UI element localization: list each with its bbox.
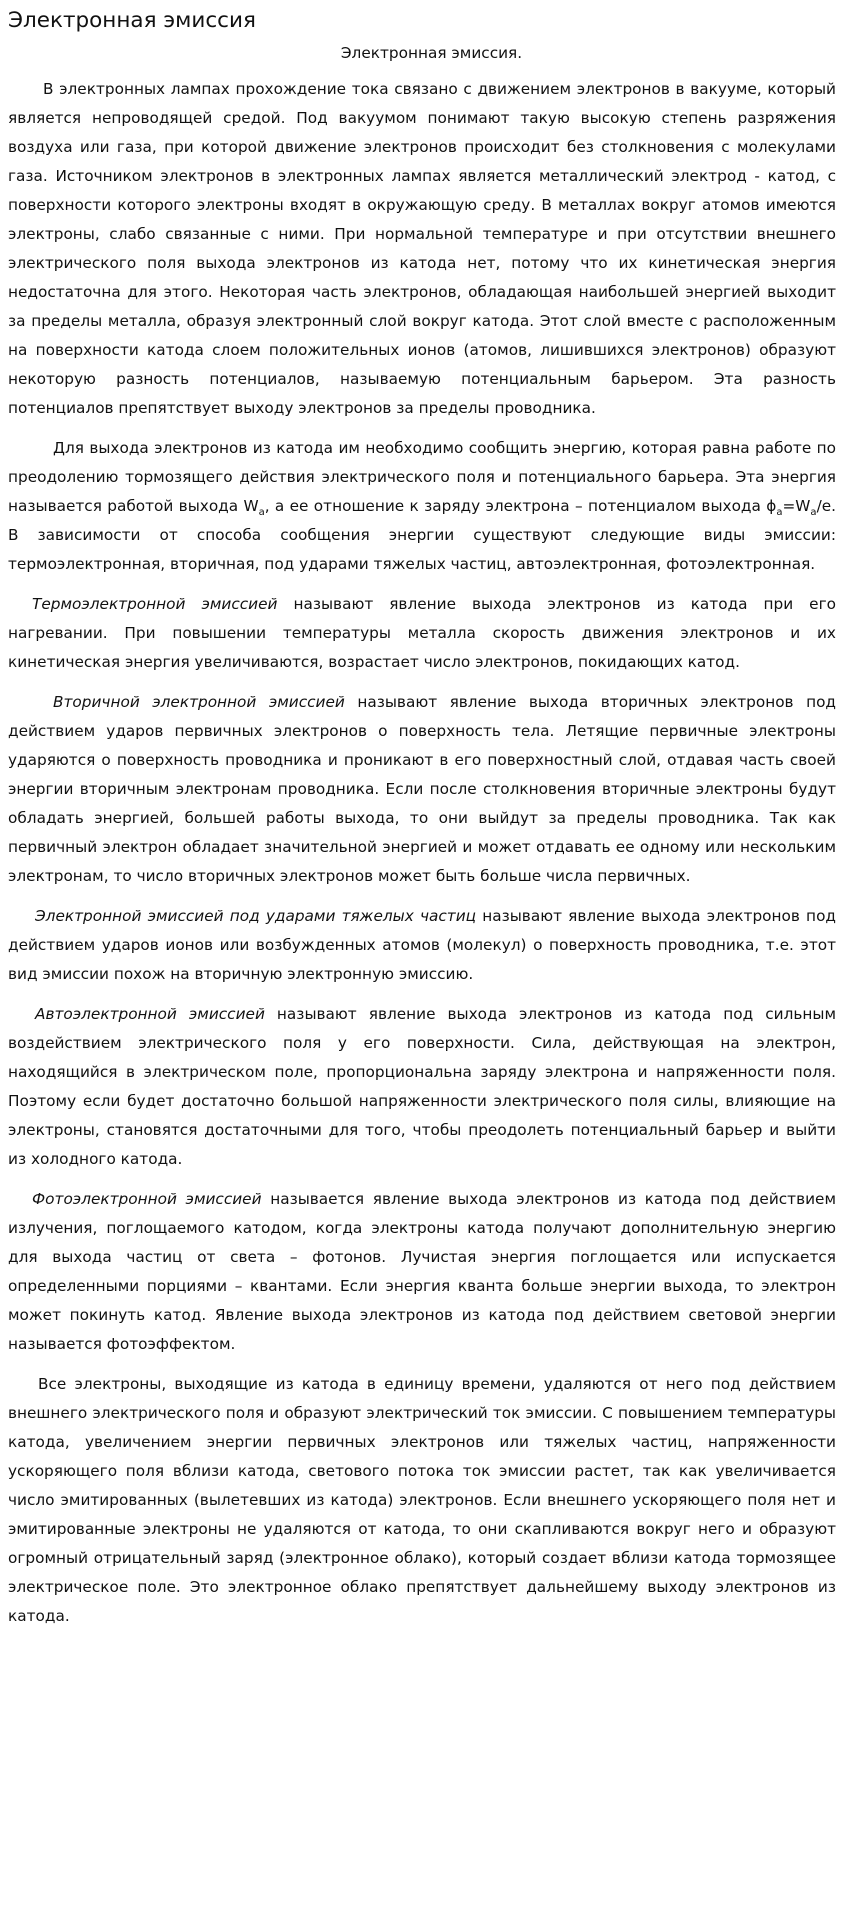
paragraph-field-emission [8,1000,836,1174]
work-function-text-a: Для выхода электронов из катода им необходимо сообщить энергию, которая равна работе по преодолению тормозящего действия электрического поля и потенциального барьера. Эта энергия называется работой выхода W [8,439,836,515]
term-secondary: Вторичной электронной эмиссией [53,693,345,711]
paragraph-emission-current [8,1370,836,1631]
paragraph-work-function [8,434,836,579]
work-function-text-b: , а ее отношение к заряду электрона – потенциалом выхода ϕ [264,497,777,515]
work-function-text-c: =W [782,497,811,515]
paragraph-intro-text: В электронных лампах прохождение тока связано с движением электронов в вакууме, который является непроводящей средой. Под вакуумом понимают такую высокую степень разряжения воздуха или газа, при которой движение электронов происходит без столкновения с молекулами газа. Источником электронов в электронных лампах является металлический электрод - катод, с поверхности которого электроны входят в окружающую среду. В металлах вокруг атомов имеются электроны, слабо связанные с ними. При нормальной температуре и при отсутствии внешнего электрического поля выхода электронов из катода нет, потому что их кинетическая энергия недостаточна для этого. Некоторая часть электронов, обладающая наибольшей энергией выходит за пределы металла, образуя электронный слой вокруг катода. Этот слой вместе с расположенным на поверхности катода слоем положительных ионов (атомов, лишившихся электронов) образуют некоторую разность потенциалов, называемую потенциальным барьером. Эта разность потенциалов препятствует выходу электронов за пределы проводника. [8,80,836,417]
page-heading: Электронная эмиссия [8,8,256,33]
work-function-text-d: /е. В зависимости от способа сообщения энергии существуют следующие виды эмиссии: термоэлектронная, вторичная, под ударами тяжелых частиц, автоэлектронная, фотоэлектронная. [8,497,836,573]
term-thermionic: Термоэлектронной эмиссией [32,595,278,613]
secondary-text: называют явление выхода вторичных электронов под действием ударов первичных электронов о поверхность тела. Летящие первичные электроны ударяются о поверхность проводника и проникают в его поверхностный слой, отдавая часть своей энергии вторичным электронам проводника. Если после столкновения вторичные электроны будут обладать энергией, большей работы выхода, то они выйдут за пределы проводника. Так как первичный электрон обладает значительной энергией и может отдавать ее одному или нескольким электронам, то число вторичных электронов может быть больше числа первичных. [8,693,837,885]
field-emission-text: называют явление выхода электронов из катода под сильным воздействием электрического поля у его поверхности. Сила, действующая на электрон, находящийся в электрическом поле, пропорциональна заряду электрона и напряженности поля. Поэтому если будет достаточно большой напряженности электрического поля силы, влияющие на электроны, становятся достаточными для того, чтобы преодолеть потенциальный барьер и выйти из холодного катода. [8,1005,836,1168]
paragraph-photoemission [8,1185,836,1359]
term-heavy-particles: Электронной эмиссией под ударами тяжелых частиц [35,907,477,925]
term-field-emission: Автоэлектронной эмиссией [35,1005,265,1023]
subscript-a-2: а [776,507,783,519]
paragraph-intro [8,75,836,423]
subscript-a-1: а [258,507,265,519]
paragraph-heavy-particles [8,902,836,989]
heavy-particles-text: называют явление выхода электронов под действием ударов ионов или возбужденных атомов (молекул) о поверхность проводника, т.е. этот вид эмиссии похож на вторичную электронную эмиссию. [8,907,836,983]
document-title: Электронная эмиссия. [340,44,523,62]
term-photoemission: Фотоэлектронной эмиссией [32,1190,262,1208]
paragraph-thermionic [8,590,836,677]
paragraph-secondary [8,688,836,891]
thermionic-text: называют явление выхода электронов из катода при его нагревании. При повышении температуры металла скорость движения электронов и их кинетическая энергия увеличиваются, возрастает число электронов, покидающих катод. [8,595,836,671]
photoemission-text: называется явление выхода электронов из катода под действием излучения, поглощаемого катодом, когда электроны катода получают дополнительную энергию для выхода частиц от света – фотонов. Лучистая энергия поглощается или испускается определенными порциями – квантами. Если энергия кванта больше энергии выхода, то электрон может покинуть катод. Явление выхода электронов из катода под действием световой энергии называется фотоэффектом. [8,1190,836,1353]
subscript-a-3: а [810,507,817,519]
emission-current-text: Все электроны, выходящие из катода в единицу времени, удаляются от него под действием внешнего электрического поля и образуют электрический ток эмиссии. С повышением температуры катода, увеличением энергии первичных электронов или тяжелых частиц, напряженности ускоряющего поля вблизи катода, светового потока ток эмиссии растет, так как увеличивается число эмитированных (вылетевших из катода) электронов. Если внешнего ускоряющего поля нет и эмитированные электроны не удаляются от катода, то они скапливаются вокруг него и образуют огромный отрицательный заряд (электронное облако), который создает вблизи катода тормозящее электрическое поле. Это электронное облако препятствует дальнейшему выходу электронов из катода. [8,1375,836,1625]
